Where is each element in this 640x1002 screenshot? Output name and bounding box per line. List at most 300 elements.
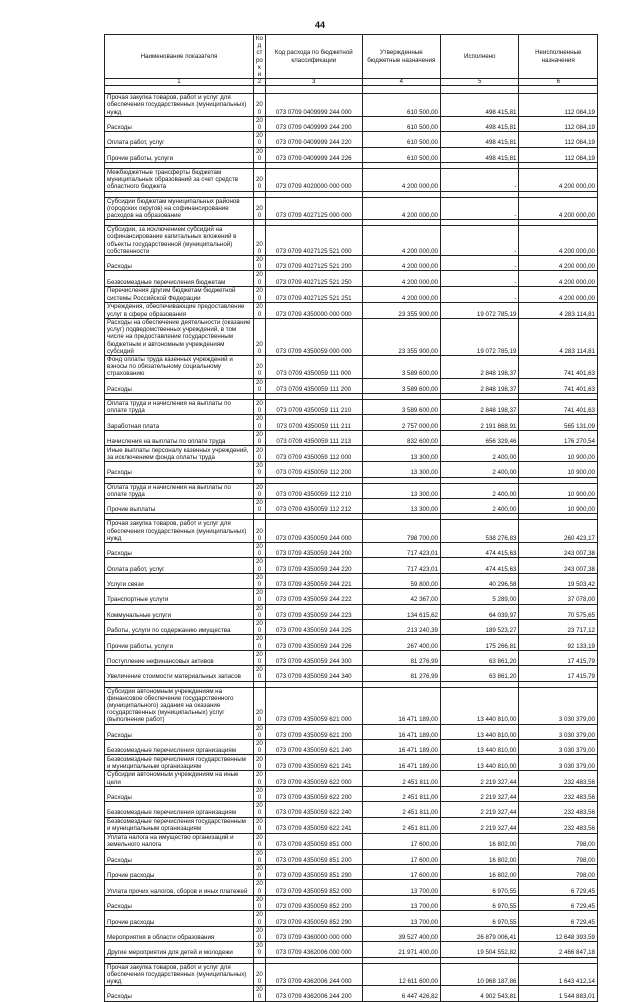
row-line-code: 200 [253, 399, 265, 414]
table-row [105, 169, 598, 192]
table-row [105, 620, 598, 635]
table-row [105, 895, 598, 910]
row-budget-code: 073 0709 4350059 244 222 [265, 589, 362, 604]
row-budget-code: 073 0709 4350059 244 300 [265, 650, 362, 665]
row-unexecuted: 2 466 847,18 [519, 942, 598, 957]
table-row [105, 755, 598, 771]
row-budget-code: 073 0709 4350059 622 000 [265, 771, 362, 786]
row-budget-code: 073 0709 4350059 851 290 [265, 865, 362, 880]
row-executed: 16 802,00 [441, 865, 519, 880]
row-executed: 656 329,46 [441, 430, 519, 445]
row-line-code: 200 [253, 558, 265, 573]
column-number: 6 [519, 79, 598, 86]
row-unexecuted: 232 483,56 [519, 817, 598, 833]
table-row [105, 256, 598, 271]
table-header-row [105, 35, 598, 79]
row-executed: 13 440 810,00 [441, 687, 519, 724]
row-executed: 2 219 327,44 [441, 786, 519, 801]
row-name: Услуги связи [105, 573, 254, 588]
table-row [105, 378, 598, 393]
budget-execution-table [104, 34, 598, 1002]
row-executed: 2 219 327,44 [441, 771, 519, 786]
row-executed: 13 440 810,00 [441, 724, 519, 739]
table-row [105, 724, 598, 739]
row-approved: 13 700,00 [362, 911, 440, 926]
table-row [105, 963, 598, 986]
row-approved: 213 240,39 [362, 620, 440, 635]
row-budget-code: 073 0709 0409999 244 000 [265, 94, 362, 117]
row-approved: 610 500,00 [362, 132, 440, 147]
row-unexecuted: 4 283 114,81 [519, 318, 598, 355]
row-approved: 16 471 189,00 [362, 724, 440, 739]
row-executed: 16 802,00 [441, 849, 519, 864]
row-budget-code: 073 0709 4362006 244 000 [265, 963, 362, 986]
row-line-code: 200 [253, 94, 265, 117]
row-line-code: 200 [253, 687, 265, 724]
row-executed: 2 848 198,37 [441, 399, 519, 414]
row-line-code: 200 [253, 755, 265, 771]
row-name: Оплата работ, услуг [105, 558, 254, 573]
row-name: Субсидии бюджетам муниципальных районов (городских округов) на софинансирование расходов на образование [105, 197, 254, 220]
row-line-code: 200 [253, 286, 265, 302]
row-name: Прочие выплаты [105, 498, 254, 513]
row-executed: 2 848 198,37 [441, 378, 519, 393]
row-unexecuted: 10 900,00 [519, 498, 598, 513]
row-approved: 42 367,00 [362, 589, 440, 604]
row-approved: 4 200 000,00 [362, 197, 440, 220]
row-approved: 717 423,01 [362, 558, 440, 573]
row-line-code: 200 [253, 302, 265, 318]
row-line-code: 200 [253, 963, 265, 986]
column-number: 4 [362, 79, 440, 86]
table-row [105, 542, 598, 557]
row-name: Субсидии автономным учреждениям на иные цели [105, 771, 254, 786]
table-row [105, 520, 598, 543]
row-executed: 13 440 810,00 [441, 755, 519, 771]
row-executed: 4 902 543,81 [441, 986, 519, 1001]
row-approved: 4 200 000,00 [362, 226, 440, 256]
row-line-code: 200 [253, 446, 265, 462]
table-row [105, 116, 598, 131]
row-approved: 610 500,00 [362, 147, 440, 162]
row-unexecuted: 232 483,56 [519, 802, 598, 817]
row-budget-code: 073 0709 4350000 000 000 [265, 302, 362, 318]
row-approved: 2 451 811,00 [362, 786, 440, 801]
row-executed: 40 296,58 [441, 573, 519, 588]
table-row [105, 355, 598, 378]
row-name: Субсидии, за исключением субсидий на софинансирование капитальных вложений в объекты государственной (муниципальной) собственности [105, 226, 254, 256]
row-line-code: 200 [253, 833, 265, 849]
row-approved: 4 200 000,00 [362, 271, 440, 286]
row-approved: 2 451 811,00 [362, 771, 440, 786]
row-unexecuted: 4 283 114,81 [519, 302, 598, 318]
row-name: Прочая закупка товаров, работ и услуг для обеспечения государственных (муниципальных) нужд [105, 963, 254, 986]
table-row [105, 399, 598, 414]
row-name: Расходы [105, 256, 254, 271]
row-unexecuted: 112 084,19 [519, 147, 598, 162]
table-row [105, 802, 598, 817]
row-budget-code: 073 0709 4350059 111 211 [265, 415, 362, 430]
table-row [105, 132, 598, 147]
table-row [105, 942, 598, 957]
row-executed: - [441, 286, 519, 302]
row-name: Расходы [105, 895, 254, 910]
row-budget-code: 073 0709 4350059 244 226 [265, 635, 362, 650]
row-executed: 175 266,81 [441, 635, 519, 650]
row-line-code: 200 [253, 817, 265, 833]
column-number-row [105, 79, 598, 86]
row-approved: 3 589 600,00 [362, 378, 440, 393]
row-line-code: 200 [253, 786, 265, 801]
row-budget-code: 073 0709 4350059 851 200 [265, 849, 362, 864]
row-unexecuted: 17 415,79 [519, 666, 598, 681]
row-line-code: 200 [253, 880, 265, 895]
row-name: Оплата работ, услуг [105, 132, 254, 147]
row-unexecuted: 10 900,00 [519, 462, 598, 477]
row-approved: 610 500,00 [362, 94, 440, 117]
row-budget-code: 073 0709 4350059 622 240 [265, 802, 362, 817]
row-executed: 19 072 785,19 [441, 302, 519, 318]
row-executed: 63 861,20 [441, 666, 519, 681]
table-row [105, 430, 598, 445]
row-line-code: 200 [253, 256, 265, 271]
row-executed: 2 219 327,44 [441, 817, 519, 833]
row-name: Прочая закупка товаров, работ и услуг для обеспечения государственных (муниципальных) нужд [105, 520, 254, 543]
row-line-code: 200 [253, 169, 265, 192]
table-row [105, 666, 598, 681]
row-budget-code: 073 0709 4020000 000 000 [265, 169, 362, 192]
row-unexecuted: 565 131,09 [519, 415, 598, 430]
row-budget-code: 073 0709 4027125 521 250 [265, 271, 362, 286]
row-name: Прочие работы, услуги [105, 147, 254, 162]
row-name: Расходы [105, 542, 254, 557]
row-budget-code: 073 0709 4350059 621 240 [265, 740, 362, 755]
row-line-code: 200 [253, 926, 265, 941]
row-name: Оплата труда и начисления на выплаты по оплате труда [105, 399, 254, 414]
row-executed: 2 400,00 [441, 446, 519, 462]
row-budget-code: 073 0709 4350059 111 000 [265, 355, 362, 378]
row-budget-code: 073 0709 4362006 000 000 [265, 942, 362, 957]
row-name: Безвозмездные перечисления организациям [105, 802, 254, 817]
row-unexecuted: 176 270,54 [519, 430, 598, 445]
table-row [105, 865, 598, 880]
row-line-code: 200 [253, 318, 265, 355]
row-unexecuted: 4 200 000,00 [519, 256, 598, 271]
row-approved: 13 700,00 [362, 880, 440, 895]
table-row [105, 926, 598, 941]
row-unexecuted: 6 729,45 [519, 911, 598, 926]
row-name: Субсидии автономным учреждениям на финансовое обеспечение государственного (муниципального) задания на оказание государственных (муниципальных) услуг (выполнение работ) [105, 687, 254, 724]
row-executed: 2 848 198,37 [441, 355, 519, 378]
row-budget-code: 073 0709 4350059 000 000 [265, 318, 362, 355]
row-executed: 2 400,00 [441, 462, 519, 477]
table-row [105, 880, 598, 895]
row-executed: 474 415,63 [441, 542, 519, 557]
row-approved: 16 471 189,00 [362, 740, 440, 755]
row-approved: 3 589 600,00 [362, 399, 440, 414]
row-unexecuted: 3 030 379,00 [519, 724, 598, 739]
row-budget-code: 073 0709 4350059 244 221 [265, 573, 362, 588]
column-number: 5 [441, 79, 519, 86]
row-unexecuted: 232 483,56 [519, 786, 598, 801]
row-executed: 16 802,00 [441, 833, 519, 849]
row-budget-code: 073 0709 4350059 244 223 [265, 604, 362, 619]
row-name: Заработная плата [105, 415, 254, 430]
row-name: Расходы [105, 724, 254, 739]
row-approved: 4 200 000,00 [362, 286, 440, 302]
row-name: Мероприятия в области образования [105, 926, 254, 941]
table-row [105, 986, 598, 1001]
header-unexecuted: Неисполненные назначения [519, 35, 598, 79]
row-executed: 2 400,00 [441, 498, 519, 513]
row-name: Коммунальные услуги [105, 604, 254, 619]
row-budget-code: 073 0709 4350059 112 210 [265, 483, 362, 498]
row-executed: 498 415,81 [441, 147, 519, 162]
row-executed: 6 970,55 [441, 880, 519, 895]
table-row [105, 197, 598, 220]
row-name: Безвозмездные перечисления государственным и муниципальным организациям [105, 755, 254, 771]
table-row [105, 786, 598, 801]
row-name: Расходы [105, 849, 254, 864]
row-approved: 59 800,00 [362, 573, 440, 588]
row-line-code: 200 [253, 132, 265, 147]
row-approved: 23 355 900,00 [362, 302, 440, 318]
row-line-code: 200 [253, 116, 265, 131]
row-name: Прочие работы, услуги [105, 635, 254, 650]
row-line-code: 200 [253, 620, 265, 635]
row-budget-code: 073 0709 4027125 521 251 [265, 286, 362, 302]
row-unexecuted: 23 717,12 [519, 620, 598, 635]
row-budget-code: 073 0709 4350059 244 225 [265, 620, 362, 635]
row-unexecuted: 19 503,42 [519, 573, 598, 588]
row-executed: 498 415,81 [441, 132, 519, 147]
row-line-code: 200 [253, 650, 265, 665]
table-row [105, 271, 598, 286]
row-line-code: 200 [253, 147, 265, 162]
row-line-code: 200 [253, 483, 265, 498]
row-line-code: 200 [253, 942, 265, 957]
row-name: Работы, услуги по содержанию имущества [105, 620, 254, 635]
row-name: Поступление нефинансовых активов [105, 650, 254, 665]
row-executed: 498 415,81 [441, 94, 519, 117]
column-number: 3 [265, 79, 362, 86]
row-name: Расходы на обеспечение деятельности (оказание услуг) подведомственных учреждений, в том числе на предоставление государственным бюджетным и автономным учреждениям субсидий [105, 318, 254, 355]
row-approved: 16 471 189,00 [362, 687, 440, 724]
row-unexecuted [519, 86, 598, 94]
row-line-code: 200 [253, 589, 265, 604]
row-executed: - [441, 256, 519, 271]
row-executed: 2 219 327,44 [441, 802, 519, 817]
row-unexecuted: 243 007,38 [519, 542, 598, 557]
row-name: Прочие расходы [105, 865, 254, 880]
table-row [105, 483, 598, 498]
row-approved: 134 615,62 [362, 604, 440, 619]
row-unexecuted: 3 030 379,00 [519, 740, 598, 755]
table-row [105, 911, 598, 926]
row-unexecuted: 741 401,63 [519, 355, 598, 378]
table-row [105, 147, 598, 162]
row-approved: 267 400,00 [362, 635, 440, 650]
row-name: Перечисления другим бюджетам бюджетной системы Российской Федерации [105, 286, 254, 302]
row-line-code: 200 [253, 849, 265, 864]
header-executed: Исполнено [441, 35, 519, 79]
row-unexecuted: 17 415,79 [519, 650, 598, 665]
row-name: Безвозмездные перечисления организациям [105, 740, 254, 755]
table-row [105, 318, 598, 355]
column-number: 1 [105, 79, 254, 86]
row-executed: 64 039,97 [441, 604, 519, 619]
row-executed: 474 415,63 [441, 558, 519, 573]
row-executed: 189 523,27 [441, 620, 519, 635]
row-name: Транспортные услуги [105, 589, 254, 604]
table-row [105, 415, 598, 430]
row-unexecuted: 741 401,63 [519, 399, 598, 414]
row-approved: 717 423,01 [362, 542, 440, 557]
row-name: Другие мероприятия для детей и молодежи [105, 942, 254, 957]
table-body [105, 86, 598, 1001]
row-unexecuted: 4 200 000,00 [519, 271, 598, 286]
row-approved: 610 500,00 [362, 116, 440, 131]
row-approved: 21 971 400,00 [362, 942, 440, 957]
row-unexecuted: 37 078,00 [519, 589, 598, 604]
row-approved: 81 276,99 [362, 650, 440, 665]
row-executed: - [441, 271, 519, 286]
row-approved: 4 200 000,00 [362, 169, 440, 192]
row-approved: 39 527 400,00 [362, 926, 440, 941]
row-unexecuted: 4 200 000,00 [519, 197, 598, 220]
row-budget-code: 073 0709 0409999 244 200 [265, 116, 362, 131]
row-approved: 13 300,00 [362, 446, 440, 462]
table-row [105, 498, 598, 513]
row-unexecuted: 92 133,19 [519, 635, 598, 650]
row-line-code: 200 [253, 520, 265, 543]
row-unexecuted: 112 084,19 [519, 132, 598, 147]
row-executed: 63 861,20 [441, 650, 519, 665]
table-row [105, 286, 598, 302]
row-approved: 16 471 189,00 [362, 755, 440, 771]
row-line-code: 200 [253, 986, 265, 1001]
row-approved: 2 757 000,00 [362, 415, 440, 430]
row-approved: 23 355 900,00 [362, 318, 440, 355]
row-unexecuted: 112 084,19 [519, 116, 598, 131]
row-name: Межбюджетные трансферты бюджетам муниципальных образований за счет средств областного бюджета [105, 169, 254, 192]
row-budget-code: 073 0709 4350059 112 200 [265, 462, 362, 477]
row-executed: 26 879 006,41 [441, 926, 519, 941]
table-row [105, 771, 598, 786]
row-budget-code: 073 0709 0409999 244 226 [265, 147, 362, 162]
row-budget-code: 073 0709 4350059 621 241 [265, 755, 362, 771]
row-unexecuted: 798,00 [519, 849, 598, 864]
row-budget-code: 073 0709 4027125 521 000 [265, 226, 362, 256]
row-approved [362, 86, 440, 94]
row-approved: 4 200 000,00 [362, 256, 440, 271]
row-unexecuted: 10 900,00 [519, 446, 598, 462]
row-name [105, 86, 254, 94]
row-approved: 17 600,00 [362, 833, 440, 849]
row-name: Фонд оплаты труда казенных учреждений и взносы по обязательному социальному страхованию [105, 355, 254, 378]
row-budget-code: 073 0709 4350059 622 241 [265, 817, 362, 833]
header-line-code: Код строк и [253, 35, 265, 79]
row-executed: 538 276,83 [441, 520, 519, 543]
row-budget-code: 073 0709 4027125 000 000 [265, 197, 362, 220]
table-row [105, 635, 598, 650]
row-unexecuted: 6 729,45 [519, 880, 598, 895]
row-line-code: 200 [253, 724, 265, 739]
table-row [105, 849, 598, 864]
row-name: Расходы [105, 986, 254, 1001]
row-line-code: 200 [253, 462, 265, 477]
row-executed: 6 970,55 [441, 911, 519, 926]
row-unexecuted: 1 544 883,01 [519, 986, 598, 1001]
row-unexecuted: 12 648 393,59 [519, 926, 598, 941]
row-name: Прочие расходы [105, 911, 254, 926]
row-budget-code: 073 0709 4350059 111 210 [265, 399, 362, 414]
row-line-code: 200 [253, 740, 265, 755]
row-approved: 12 611 600,00 [362, 963, 440, 986]
row-unexecuted: 6 729,45 [519, 895, 598, 910]
row-line-code: 200 [253, 355, 265, 378]
row-name: Безвозмездные перечисления государственным и муниципальным организациям [105, 817, 254, 833]
row-unexecuted: 4 200 000,00 [519, 169, 598, 192]
row-approved: 13 300,00 [362, 498, 440, 513]
row-line-code: 200 [253, 197, 265, 220]
row-line-code: 200 [253, 226, 265, 256]
row-unexecuted: 4 200 000,00 [519, 226, 598, 256]
table-row [105, 833, 598, 849]
row-approved: 13 300,00 [362, 462, 440, 477]
row-line-code: 200 [253, 604, 265, 619]
row-unexecuted: 3 030 379,00 [519, 755, 598, 771]
row-line-code: 200 [253, 895, 265, 910]
row-approved: 798 700,00 [362, 520, 440, 543]
row-unexecuted: 232 483,56 [519, 771, 598, 786]
row-name: Учреждения, обеспечивающие предоставление услуг в сфере образования [105, 302, 254, 318]
row-approved: 17 600,00 [362, 849, 440, 864]
row-budget-code: 073 0709 4350059 852 200 [265, 895, 362, 910]
row-name: Расходы [105, 378, 254, 393]
row-executed: 13 440 810,00 [441, 740, 519, 755]
row-executed: - [441, 226, 519, 256]
row-unexecuted: 741 401,63 [519, 378, 598, 393]
row-unexecuted: 243 007,38 [519, 558, 598, 573]
row-unexecuted: 4 200 000,00 [519, 286, 598, 302]
row-executed: 498 415,81 [441, 116, 519, 131]
row-name: Прочая закупка товаров, работ и услуг для обеспечения государственных (муниципальных) нужд [105, 94, 254, 117]
row-budget-code: 073 0709 4350059 852 290 [265, 911, 362, 926]
row-line-code [253, 86, 265, 94]
row-name: Уплата прочих налогов, сборов и иных платежей [105, 880, 254, 895]
header-name: Наименование показателя [105, 35, 254, 79]
row-budget-code: 073 0709 4350059 244 000 [265, 520, 362, 543]
table-row [105, 86, 598, 94]
row-executed [441, 86, 519, 94]
row-line-code: 200 [253, 498, 265, 513]
row-budget-code: 073 0709 4350059 622 200 [265, 786, 362, 801]
row-budget-code: 073 0709 4027125 521 200 [265, 256, 362, 271]
row-executed: 19 072 785,19 [441, 318, 519, 355]
page-number: 44 [314, 20, 325, 30]
row-executed: 2 191 868,91 [441, 415, 519, 430]
row-approved: 832 600,00 [362, 430, 440, 445]
table-row [105, 446, 598, 462]
row-line-code: 200 [253, 415, 265, 430]
column-number: 2 [253, 79, 265, 86]
row-budget-code: 073 0709 4350059 621 200 [265, 724, 362, 739]
row-executed: - [441, 169, 519, 192]
row-name: Безвозмездные перечисления бюджетам [105, 271, 254, 286]
row-unexecuted: 3 030 379,00 [519, 687, 598, 724]
row-name: Расходы [105, 116, 254, 131]
